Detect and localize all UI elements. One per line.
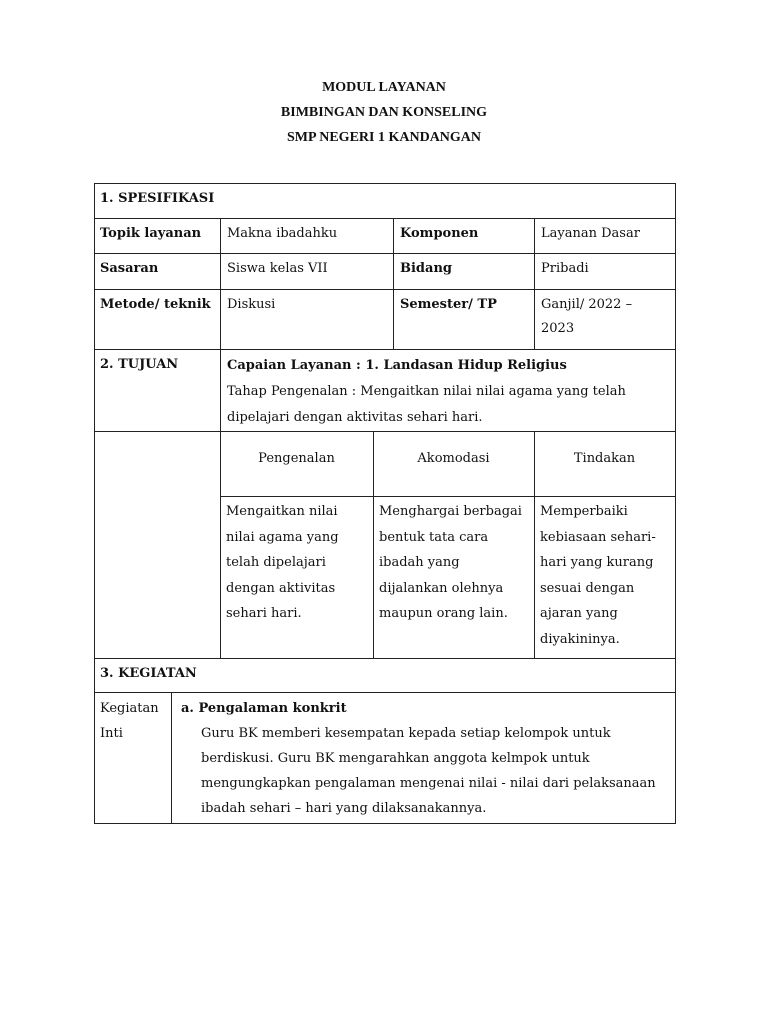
section-spesifikasi-title: 1. SPESIFIKASI xyxy=(100,191,215,206)
cell-tindakan: Memperbaiki kebiasaan sehari-hari yang kurang sesuai dengan ajaran yang diyakininya. xyxy=(540,504,656,647)
spec-label-2: Bidang xyxy=(393,253,534,289)
section-tujuan-title: 2. TUJUAN xyxy=(100,357,179,372)
pengalaman-konkrit-text: Guru BK memberi kesempatan kepada setiap kelompok untuk berdiskusi. Guru BK mengarahkan anggota kelmpok untuk mengungkapkan pengalaman mengenai nilai - nilai dari pelaksanaan ibadah sehari – hari yang dilaksanakannya. xyxy=(201,726,656,816)
kegiatan-content xyxy=(171,692,675,823)
col-header-pengenalan: Pengenalan xyxy=(258,451,335,466)
spec-value-2: Layanan Dasar xyxy=(534,218,675,253)
header-line-2: BIMBINGAN DAN KONSELING xyxy=(280,105,488,120)
spec-label: Metode/ teknik xyxy=(100,297,211,312)
capaian-layanan: Capaian Layanan : 1. Landasan Hidup Religius xyxy=(227,358,567,373)
spec-value: Makna ibadahku xyxy=(220,218,393,253)
spec-value-2: Ganjil/ 2022 – 2023 xyxy=(534,289,675,349)
spec-value-2: Pribadi xyxy=(534,253,675,289)
tujuan-content xyxy=(220,349,675,431)
spec-value: Diskusi xyxy=(220,289,393,349)
cell-pengenalan: Mengaitkan nilai nilai agama yang telah dipelajari dengan aktivitas sehari hari. xyxy=(226,504,339,621)
section-kegiatan-title: 3. KEGIATAN xyxy=(100,666,197,681)
spec-label: Topik layanan xyxy=(100,226,202,241)
kegiatan-label: Kegiatan Inti xyxy=(100,701,159,741)
col-header-akomodasi: Akomodasi xyxy=(417,451,490,466)
spec-label: Sasaran xyxy=(100,261,159,276)
cell-akomodasi: Menghargai berbagai bentuk tata cara ibadah yang dijalankan olehnya maupun orang lain. xyxy=(379,504,522,621)
spec-label-2: Semester/ TP xyxy=(393,289,534,349)
spec-value: Siswa kelas VII xyxy=(220,253,393,289)
col-header-tindakan: Tindakan xyxy=(573,451,636,466)
header-line-3: SMP NEGERI 1 KANDANGAN xyxy=(286,130,482,145)
pengalaman-konkrit-title: a. Pengalaman konkrit xyxy=(181,701,347,716)
header-line-1: MODUL LAYANAN xyxy=(322,80,446,95)
spec-label-2: Komponen xyxy=(393,218,534,253)
tahap-pengenalan: Tahap Pengenalan : Mengaitkan nilai nilai agama yang telah dipelajari dengan aktivitas sehari hari. xyxy=(227,384,626,425)
